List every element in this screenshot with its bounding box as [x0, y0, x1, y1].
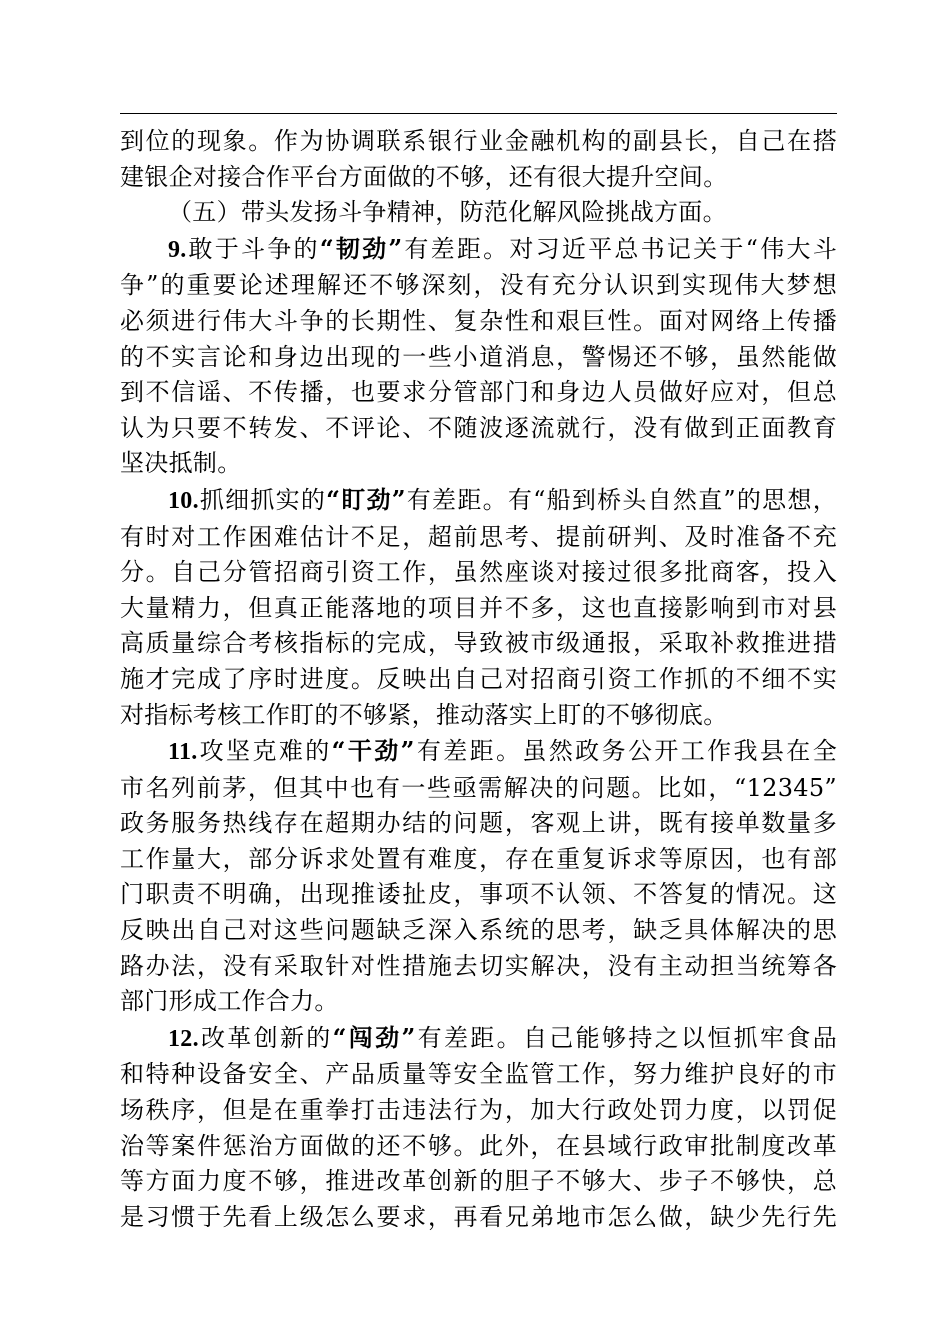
text-line: 市名列前茅，但其中也有一些亟需解决的问题。比如，“12345” — [120, 773, 837, 802]
header-rule — [120, 113, 837, 114]
text-line: 政务服务热线存在超期办结的问题，客观上讲，既有接单数量多 — [120, 809, 837, 838]
text-line: 反映出自己对这些问题缺乏深入系统的思考，缺乏具体解决的思 — [120, 916, 837, 945]
text-line: 的不实言论和身边出现的一些小道消息，警惕还不够，虽然能做 — [120, 342, 837, 371]
item-title-pre: 敢于斗争的 — [186, 234, 320, 263]
text-line: 是习惯于先看上级怎么要求，再看兄弟地市怎么做，缺少先行先 — [120, 1202, 837, 1231]
paragraph-continued — [120, 124, 837, 195]
item-paragraph-10 — [120, 482, 837, 733]
text-line: 工作量大，部分诉求处置有难度，存在重复诉求等原因，也有部 — [120, 844, 837, 873]
text-line: 认为只要不转发、不评论、不随波逐流就行，没有做到正面教育 — [120, 413, 837, 442]
item-paragraph-12 — [120, 1020, 837, 1236]
item-paragraph-11 — [120, 733, 837, 1020]
text-line: 到不信谣、不传播，也要求分管部门和身边人员做好应对，但总 — [120, 378, 837, 407]
item-quoted-keyword: “闯劲” — [332, 1022, 416, 1052]
item-paragraph-9 — [120, 231, 837, 482]
item-title-line — [120, 1020, 837, 1058]
item-title-post: 有差距。自己能够持之以恒抓牢食品 — [415, 1023, 837, 1052]
item-number: 9. — [168, 236, 187, 263]
text-line: 和特种设备安全、产品质量等安全监管工作，努力维护良好的市 — [120, 1060, 837, 1089]
item-title-pre: 攻坚克难的 — [197, 737, 332, 766]
text-line: 场秩序，但是在重拳打击违法行为，加大行政处罚力度，以罚促 — [120, 1096, 837, 1125]
item-quoted-keyword: “干劲” — [331, 736, 415, 766]
item-number: 11. — [168, 739, 198, 766]
document-body — [120, 124, 837, 1235]
section-heading: （五）带头发扬斗争精神，防范化解风险挑战方面。 — [168, 198, 727, 227]
text-line: 坚决抵制。 — [120, 449, 242, 478]
text-line: 有时对工作困难估计不足，超前思考、提前研判、及时准备不充 — [120, 522, 837, 551]
item-title-line — [120, 231, 837, 269]
text-line: 建银企对接合作平台方面做的不够，还有很大提升空间。 — [120, 162, 728, 191]
item-quoted-keyword: “韧劲” — [319, 233, 403, 263]
item-title-pre: 改革创新的 — [198, 1023, 333, 1052]
item-title-post: 有差距。对习近平总书记关于“伟大斗 — [402, 234, 838, 263]
text-line: 施才完成了序时进度。反映出自己对招商引资工作抓的不细不实 — [120, 664, 837, 693]
item-quoted-keyword: “盯劲” — [326, 484, 406, 514]
text-line: 大量精力，但真正能落地的项目并不多，这也直接影响到市对县 — [120, 593, 837, 622]
text-line: 治等案件惩治方面做的还不够。此外，在县域行政审批制度改革 — [120, 1131, 837, 1160]
text-line: 路办法，没有采取针对性措施去切实解决，没有主动担当统筹各 — [120, 951, 837, 980]
text-line: 高质量综合考核指标的完成，导致被市级通报，采取补救推进措 — [120, 629, 837, 658]
text-line: 必须进行伟大斗争的长期性、复杂性和艰巨性。面对网络上传播 — [120, 306, 837, 335]
text-line: 分。自己分管招商引资工作，虽然座谈对接过很多批商客，投入 — [120, 558, 837, 587]
text-line: 门职责不明确，出现推诿扯皮，事项不认领、不答复的情况。这 — [120, 880, 837, 909]
item-number: 10. — [168, 487, 199, 514]
item-number: 12. — [168, 1025, 199, 1052]
text-line: 对指标考核工作盯的不够紧，推动落实上盯的不够彻底。 — [120, 700, 728, 729]
text-line: 争”的重要论述理解还不够深刻，没有充分认识到实现伟大梦想 — [120, 271, 837, 300]
item-title-line — [120, 733, 837, 771]
item-title-line — [120, 482, 837, 520]
item-title-pre: 抓细抓实的 — [198, 485, 327, 514]
text-line: 部门形成工作合力。 — [120, 987, 339, 1016]
item-title-post: 有差距。有“船到桥头自然直”的思想， — [405, 485, 838, 514]
text-line: 到位的现象。作为协调联系银行业金融机构的副县长，自己在搭 — [120, 127, 837, 155]
item-title-post: 有差距。虽然政务公开工作我县在全 — [414, 737, 838, 766]
text-line: 等方面力度不够，推进改革创新的胆子不够大、步子不够快，总 — [120, 1167, 837, 1196]
